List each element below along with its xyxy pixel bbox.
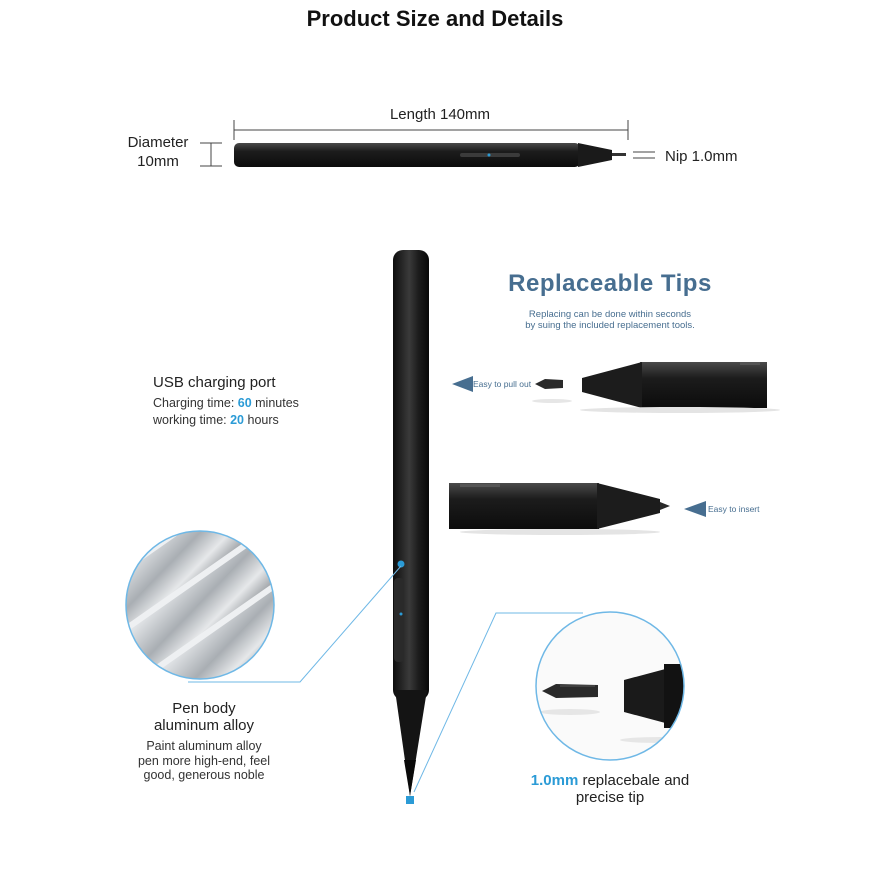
tip-caption-line1 xyxy=(500,772,720,789)
diameter-label: Diameter xyxy=(127,134,189,151)
nip-label: Nip 1.0mm xyxy=(665,148,738,165)
page-title: Product Size and Details xyxy=(306,6,564,31)
charging-time xyxy=(153,396,299,410)
body-desc-line3: good, generous noble xyxy=(143,768,265,782)
diameter-value: 10mm xyxy=(137,153,179,170)
tip-rest: replacebale and xyxy=(578,772,690,789)
usb-heading: USB charging port xyxy=(153,374,276,391)
body-desc-line2: pen more high-end, feel xyxy=(137,754,271,768)
pen-pull-out-image xyxy=(532,362,780,413)
body-heading-line2: aluminum alloy xyxy=(153,717,255,734)
charging-prefix: Charging time: xyxy=(153,396,238,410)
working-time xyxy=(153,413,279,427)
working-prefix: working time: xyxy=(153,413,231,427)
replaceable-sub-line1: Replacing can be done within seconds xyxy=(528,309,692,320)
tip-caption-line2: precise tip xyxy=(575,789,645,806)
pull-out-label: Easy to pull out xyxy=(473,379,532,389)
vertical-pen-image xyxy=(393,250,429,804)
body-desc-line1: Paint aluminum alloy xyxy=(146,739,262,753)
replaceable-sub-line2: by suing the included replacement tools. xyxy=(525,320,695,331)
charging-value: 60 xyxy=(237,396,252,410)
tip-circle xyxy=(536,612,700,760)
length-label: Length 140mm xyxy=(389,106,491,123)
body-heading-line1: Pen body xyxy=(172,700,236,717)
aluminum-circle xyxy=(70,479,341,729)
pen-insert-image xyxy=(449,483,670,535)
insert-label: Easy to insert xyxy=(708,504,760,514)
arrow-insert-icon xyxy=(684,501,706,517)
working-suffix: hours xyxy=(244,413,279,427)
top-pen-image xyxy=(234,143,626,167)
charging-suffix: minutes xyxy=(251,396,299,410)
tip-size: 1.0mm xyxy=(530,772,579,789)
replaceable-title: Replaceable Tips xyxy=(508,270,712,297)
arrow-pull-out-icon xyxy=(452,376,473,392)
working-value: 20 xyxy=(230,413,245,427)
